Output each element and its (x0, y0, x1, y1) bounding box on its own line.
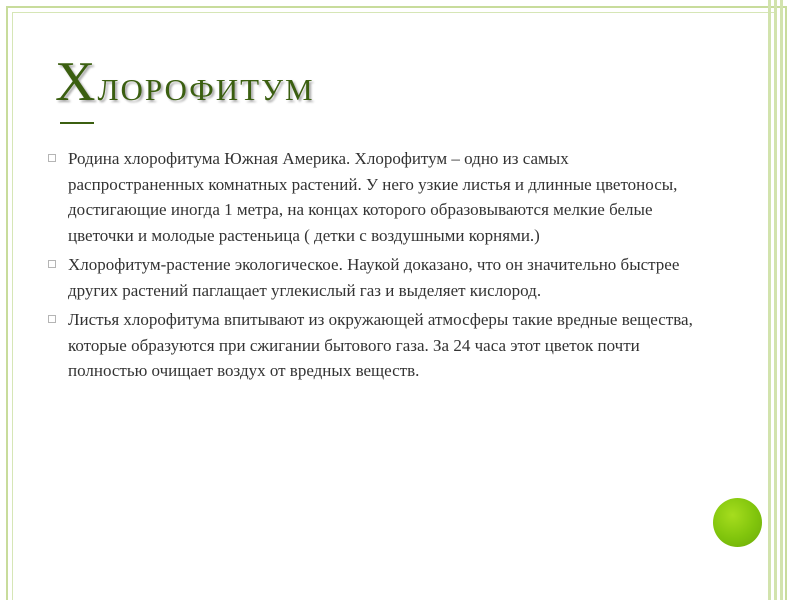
bullet-list (48, 146, 698, 388)
slide-title-initial: Х (55, 51, 98, 113)
bullet-item (48, 252, 698, 303)
decorative-rail (768, 0, 771, 600)
title-initial-underline (60, 122, 94, 124)
bullet-item (48, 307, 698, 384)
bullet-text: Родина хлорофитума Южная Америка. Хлорофитум – одно из самых распространенных комнатных растений. У него узкие листья и длинные цветоносы, достигающие иногда 1 метра, на концах которого образовываются мелкие белые цветочки и молодые растеньица ( детки с воздушными корнями.) (68, 149, 678, 245)
slide-title-rest: лорофитум (97, 61, 315, 110)
decorative-rail (774, 0, 777, 600)
hollow-square-bullet-icon (48, 154, 56, 162)
decorative-rail (780, 0, 783, 600)
slide-title (55, 50, 315, 114)
green-circle-icon (713, 498, 762, 547)
hollow-square-bullet-icon (48, 315, 56, 323)
bullet-text: Хлорофитум-растение экологическое. Наукой доказано, что он значительно быстрее других растений паглащает углекислый газ и выделяет кислород. (68, 255, 680, 300)
hollow-square-bullet-icon (48, 260, 56, 268)
bullet-item (48, 146, 698, 248)
bullet-text: Листья хлорофитума впитывают из окружающей атмосферы такие вредные вещества, которые образуются при сжигании бытового газа. За 24 часа этот цветок почти полностью очищает воздух от вредных веществ. (68, 310, 693, 380)
